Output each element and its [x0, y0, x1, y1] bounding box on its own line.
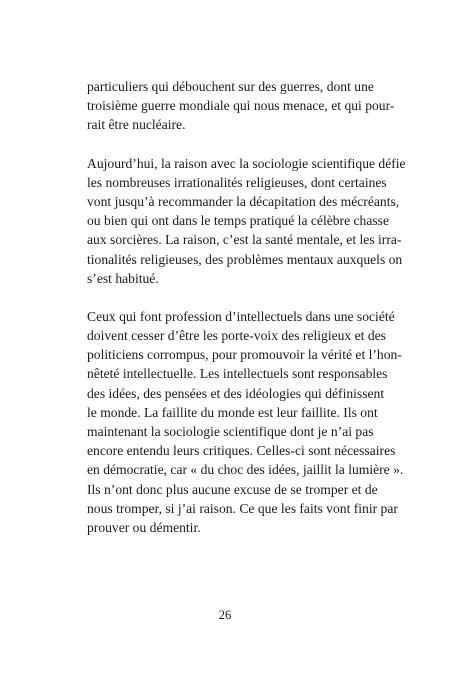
paragraph-spacer	[87, 288, 368, 307]
text-line: particuliers qui débouchent sur des guerres, dont une	[87, 79, 374, 94]
text-line: en démocratie, car « du choc des idées, jaillit la lumière ».	[87, 462, 404, 478]
text-line: le monde. La faillite du monde est leur faillite. Ils ont	[87, 404, 378, 420]
text-line: maintenant la sociologie scientifique dont je n’ai pas	[87, 424, 374, 439]
text-line: les nombreuses irrationalités religieuses, dont certaines	[87, 174, 387, 190]
text-line: ou bien qui ont dans le temps pratiqué la célèbre chasse	[87, 213, 389, 229]
text-line: nous tromper, si j’ai raison. Ce que les faits vont finir par	[87, 500, 398, 516]
page-number: 26	[218, 608, 232, 622]
text-line: troisième guerre mondiale qui nous menace, et qui pour-	[87, 98, 395, 114]
paragraph-1	[87, 77, 395, 135]
paragraph-3	[87, 307, 404, 537]
text-line: politiciens corrompus, pour promouvoir la vérité et l’hon-	[87, 347, 402, 363]
text-line: s’est habitué.	[87, 270, 159, 286]
text-line: rait être nucléaire.	[87, 117, 186, 133]
paragraph-spacer	[87, 135, 368, 154]
text-line: Ils n’ont donc plus aucune excuse de se tromper et de	[87, 481, 378, 497]
text-line: tionalités religieuses, des problèmes mentaux auxquels on	[87, 251, 403, 267]
text-line: doivent cesser d’être les porte-voix des religieux et des	[87, 328, 386, 344]
text-line: vont jusqu’à recommander la décapitation des mécréants,	[87, 193, 400, 209]
text-line: Ceux qui font profession d’intellectuels dans une société	[87, 308, 395, 324]
text-line: encore entendu leurs critiques. Celles-ci sont nécessaires	[87, 443, 396, 459]
text-line: nêteté intellectuelle. Les intellectuels sont responsables	[87, 366, 388, 382]
page-body	[87, 77, 406, 537]
text-line: aux sorcières. La raison, c’est la santé mentale, et les irra-	[87, 232, 402, 248]
text-line: des idées, des pensées et des idéologies qui définissent	[87, 385, 385, 401]
paragraph-2	[87, 154, 406, 288]
text-line: Aujourd’hui, la raison avec la sociologie scientifique défie	[87, 155, 406, 171]
text-line: prouver ou démentir.	[87, 519, 201, 535]
